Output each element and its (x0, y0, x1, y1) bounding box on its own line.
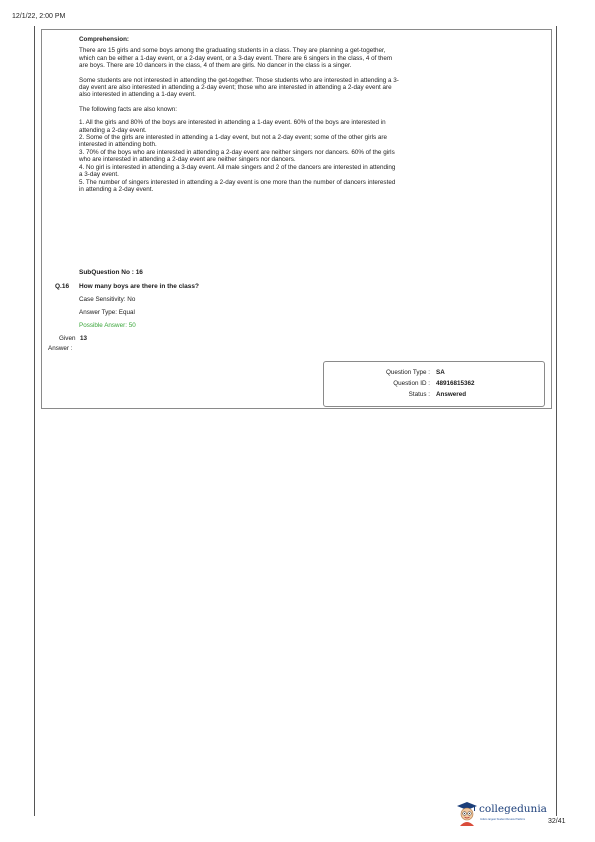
collegedunia-logo (456, 801, 547, 827)
status-value: Answered (436, 391, 467, 398)
logo-tagline: India's largest Student Review Platform (480, 818, 526, 821)
case-sensitivity: Case Sensitivity: No (79, 296, 136, 303)
graduate-mascot-icon (456, 801, 478, 827)
comprehension-paragraph: Some students are not interested in attending the get-together. Those students who are interested in attending a 3-day event are also interested in attending a 2-day event; those who are interested in attending a 2-day event are also interested in attending a 1-day event. (79, 76, 399, 99)
subquestion-label: SubQuestion No : 16 (79, 269, 143, 276)
fact-item: 4. No girl is interested in attending a 3-day event. All male singers and 2 of the dancers are interested in attending a 3-day event. (79, 163, 396, 179)
question-id-row (324, 380, 544, 390)
question-type-label: Question Type : (386, 369, 430, 376)
fact-item: 2. Some of the girls are interested in attending a 1-day event, but not a 2-day event; some of the other girls are interested in attending both. (79, 134, 388, 149)
comprehension-title: Comprehension: (79, 36, 130, 43)
answer-label: Answer : (48, 345, 73, 352)
fact-item: 3. 70% of the boys who are interested in attending a 2-day event are neither singers nor dancers. 60% of the girls who are interested in attending a 2-day event are neither singers nor dancers. (79, 148, 395, 164)
comprehension-paragraph: There are 15 girls and some boys among the graduating students in a class. They are planning a get-together, which can be either a 1-day event, or a 2-day event, or a 3-day event. There are 6 singers in the class, 4 of them are boys. There are 10 dancers in the class, 4 of them are girls. No dancer in the class is a singer. (79, 47, 393, 70)
question-id-label: Question ID : (393, 380, 430, 387)
possible-answer: Possible Answer: 50 (79, 322, 136, 329)
page-right-rule (556, 26, 557, 816)
page-number: 32/41 (548, 818, 566, 825)
logo-wordmark: collegedunia (479, 803, 547, 815)
question-text: How many boys are there in the class? (79, 283, 199, 290)
question-type-value: SA (436, 369, 445, 376)
question-meta-box (323, 361, 545, 407)
facts-intro: The following facts are also known: (79, 105, 178, 113)
status-row (324, 391, 544, 401)
question-id-value: 48916815362 (436, 380, 475, 387)
status-label: Status : (408, 391, 430, 398)
fact-item: 5. The number of singers interested in attending a 2-day event is one more than the number of dancers interested in attending a 2-day event. (79, 178, 396, 193)
page-left-rule (34, 26, 35, 816)
question-type-row (324, 369, 544, 379)
given-answer-label: Given (59, 335, 76, 342)
fact-item: 1. All the girls and 80% of the boys are interested in attending a 1-day event. 60% of the boys are interested in attending a 2-day event. (79, 119, 386, 134)
print-datetime: 12/1/22, 2:00 PM (12, 13, 66, 20)
question-number: Q.16 (55, 283, 70, 290)
answer-type: Answer Type: Equal (79, 309, 135, 316)
comprehension-block (79, 36, 399, 193)
given-answer-value: 13 (80, 335, 88, 342)
